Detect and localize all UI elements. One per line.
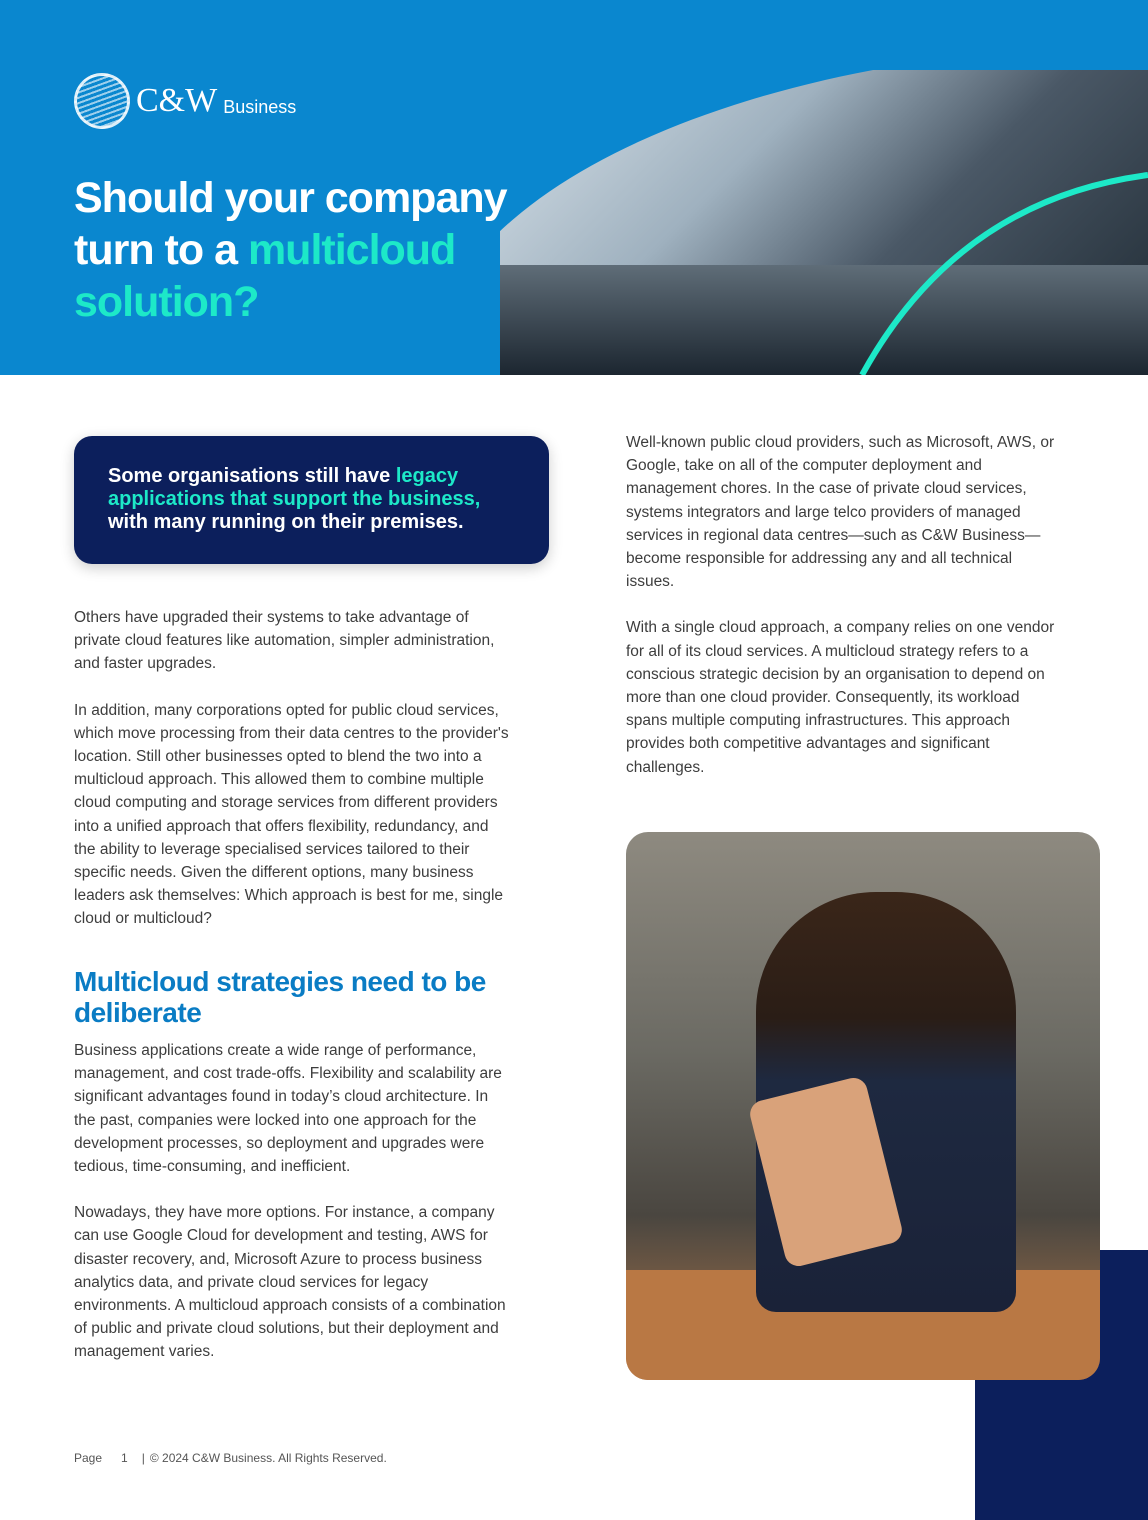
decorative-arc xyxy=(848,170,1148,375)
globe-logo-icon xyxy=(74,73,130,129)
callout-box xyxy=(74,436,549,564)
page-title xyxy=(74,172,507,328)
section-body xyxy=(74,1039,514,1387)
footer-separator: | xyxy=(141,1451,145,1465)
page-number: 1 xyxy=(121,1451,128,1465)
brand-name: C&W xyxy=(136,82,218,119)
hero-banner xyxy=(0,0,1148,375)
paragraph: Nowadays, they have more options. For instance, a company can use Google Cloud for development and testing, AWS for disaster recovery, and, Microsoft Azure to process business analytics data, and private cloud services for legacy environments. A multicloud approach consists of a combination of public and private cloud solutions, but their deployment and management varies. xyxy=(74,1204,506,1361)
paragraph: Business applications create a wide range of performance, management, and cost trade-offs. Flexibility and scalability are significant advantages found in today’s cloud architecture. In the past, companies were locked into one approach for the development processes, so deployment and upgrades were tedious, time-consuming, and inefficient. xyxy=(74,1042,502,1176)
page-footer xyxy=(74,1451,387,1465)
title-line-1: Should your company xyxy=(74,174,507,222)
brand-logo xyxy=(74,73,296,129)
callout-text-end: with many running on their premises. xyxy=(108,511,464,533)
paragraph: Well-known public cloud providers, such as Microsoft, AWS, or Google, take on all of the computer deployment and management chores. In the case of private cloud services, systems integrators and large telco providers of managed services in regional data centres—such as C&W Business—become responsible for addressing any and all technical issues. xyxy=(626,434,1055,591)
callout-text: Some organisations still have xyxy=(108,465,396,487)
section-heading: Multicloud strategies need to be deliberate xyxy=(74,966,486,1028)
intro-column xyxy=(74,606,514,954)
title-accent: multicloud xyxy=(247,226,456,274)
brand-suffix: Business xyxy=(223,96,297,117)
tablet-user-photo xyxy=(626,832,1100,1380)
right-column xyxy=(626,431,1056,802)
paragraph: Others have upgraded their systems to take advantage of private cloud features like automation, simpler administration, and faster upgrades. xyxy=(74,609,495,673)
paragraph: With a single cloud approach, a company relies on one vendor for all of its cloud services. A multicloud strategy refers to a conscious strategic decision by an organisation to depend on more than one cloud provider. Consequently, its workload spans multiple computing infrastructures. This approach provides both competitive advantages and significant challenges. xyxy=(626,619,1055,776)
page-label: Page xyxy=(74,1451,103,1465)
callout-accent: legacy applications that support the business, xyxy=(108,465,481,510)
title-line-2: turn to a xyxy=(74,226,248,274)
copyright: © 2024 C&W Business. All Rights Reserved. xyxy=(149,1451,387,1465)
title-line-3: solution? xyxy=(74,278,259,326)
paragraph: In addition, many corporations opted for public cloud services, which move processing from their data centres to the provider's location. Still other businesses opted to blend the two into a multicloud approach. This allowed them to combine multiple cloud computing and storage services from different providers into a unified approach that offers flexibility, redundancy, and the ability to leverage specialised services tailored to their specific needs. Given the different options, many business leaders ask themselves: Which approach is best for me, single cloud or multicloud? xyxy=(74,701,509,928)
